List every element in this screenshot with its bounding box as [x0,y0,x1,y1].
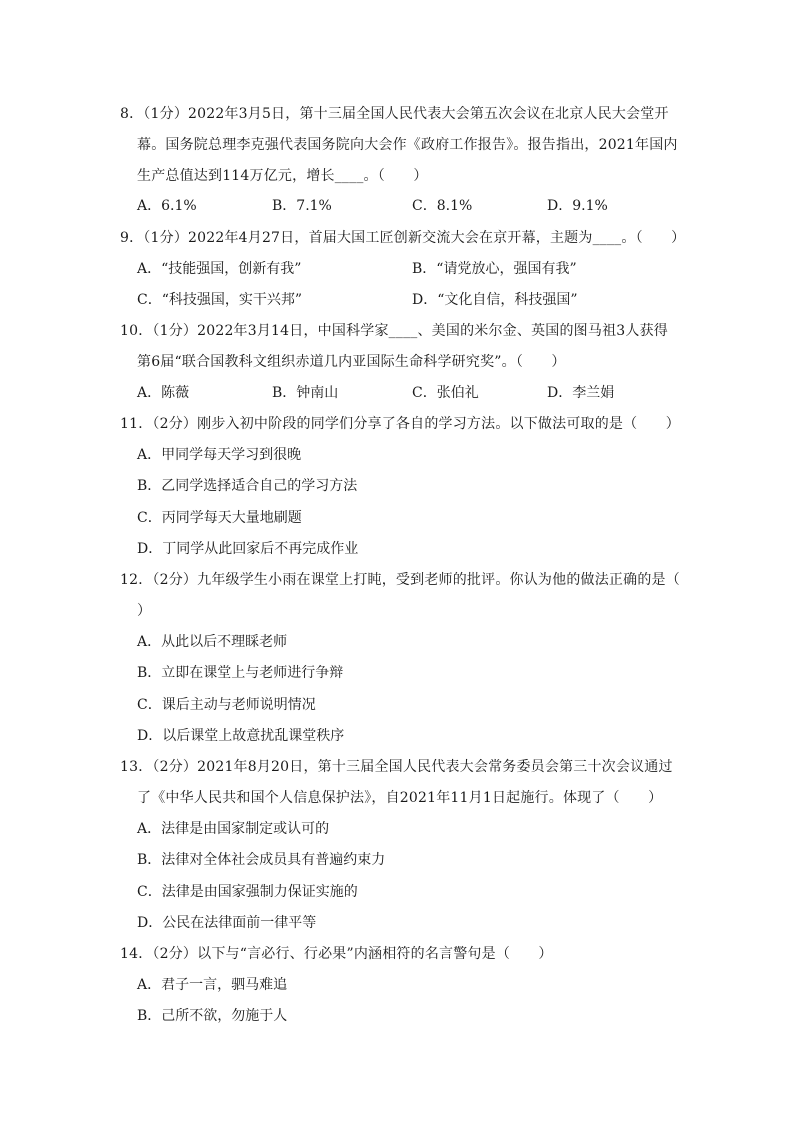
question-9-line-1: 9．（1分）2022年4月27日，首届大国工匠创新交流大会在京开幕，主题为____。（ ） [120,230,686,246]
question-11-option-a: A．甲同学每天学习到很晚 [137,447,302,463]
question-13-line-1: 13．（2分）2021年8月20日，第十三届全国人民代表大会常务委员会第三十次会议通过 [120,759,673,775]
question-12-option-a: A．从此以后不理睬老师 [137,634,288,650]
question-13-option-a: A．法律是由国家制定或认可的 [137,821,330,837]
question-8-option-b: B．7.1% [272,198,332,214]
question-11-option-b: B．乙同学选择适合自己的学习方法 [137,478,358,494]
question-8-option-c: C．8.1% [412,198,473,214]
question-12-line-2: ） [137,603,152,619]
question-13-option-c: C．法律是由国家强制力保证实施的 [137,884,358,900]
question-11-option-c: C．丙同学每天大量地刷题 [137,510,302,526]
question-10-line-1: 10．（1分）2022年3月14日，中国科学家____、美国的米尔金、英国的图马祖3人获得 [120,323,668,339]
question-10-option-d: D．李兰娟 [547,385,615,401]
question-8-option-a: A．6.1% [137,198,197,214]
question-8-line-2: 幕。国务院总理李克强代表国务院向大会作《政府工作报告》。报告指出，2021年国内 [137,137,678,153]
question-9-option-c: C．“科技强国，实干兴邦” [137,292,303,308]
question-10-option-a: A．陈薇 [137,385,190,401]
question-9-option-a: A．“技能强国，创新有我” [137,261,302,277]
question-8-line-1: 8．（1分）2022年3月5日，第十三届全国人民代表大会第五次会议在北京人民大会堂开 [120,106,669,122]
question-9-option-d: D．“文化自信，科技强国” [412,292,578,308]
question-8-option-d: D．9.1% [547,198,608,214]
question-9-option-b: B．“请党放心，强国有我” [412,261,577,277]
question-12-line-1: 12．（2分）九年级学生小雨在课堂上打盹，受到老师的批评。你认为他的做法正确的是（ [120,572,680,588]
question-13-option-d: D．公民在法律面前一律平等 [137,915,317,931]
question-11-line-1: 11．（2分）刚步入初中阶段的同学们分享了各自的学习方法。以下做法可取的是（ ） [120,416,680,432]
question-12-option-c: C．课后主动与老师说明情况 [137,697,316,713]
question-8-line-3: 生产总值达到114万亿元，增长____。（ ） [137,168,428,184]
question-14-line-1: 14．（2分）以下与“言必行、行必果”内涵相符的名言警句是（ ） [120,946,553,962]
question-10-option-b: B．钟南山 [272,385,339,401]
question-10-line-2: 第6届“联合国教科文组织赤道几内亚国际生命科学研究奖”。（ ） [137,354,566,370]
question-13-option-b: B．法律对全体社会成员具有普遍约束力 [137,852,386,868]
question-10-option-c: C．张伯礼 [412,385,479,401]
question-13-line-2: 了《中华人民共和国个人信息保护法》，自2021年11月1日起施行。体现了（ ） [137,790,663,806]
question-12-option-d: D．以后课堂上故意扰乱课堂秩序 [137,728,345,744]
question-11-option-d: D．丁同学从此回家后不再完成作业 [137,541,359,557]
question-12-option-b: B．立即在课堂上与老师进行争辩 [137,665,344,681]
question-14-option-b: B．己所不欲，勿施于人 [137,1008,288,1024]
question-14-option-a: A．君子一言，驷马难追 [137,977,288,993]
